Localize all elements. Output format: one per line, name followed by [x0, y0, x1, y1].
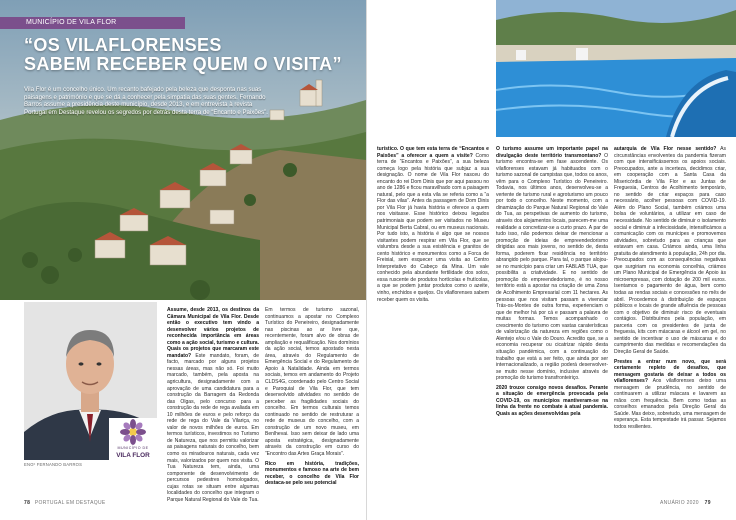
footer-left — [24, 500, 106, 506]
footer-publication: PORTUGAL EM DESTAQUE — [34, 500, 106, 506]
pool-photo — [496, 0, 736, 137]
footer-publication-year: ANUÁRIO 2020 — [660, 500, 699, 506]
logo-small-text: MUNICÍPIO DE — [117, 446, 149, 450]
interview-question: Assume, desde 2013, os destinos da Câmara Municipal de Vila Flor. Desde então o executivo tem vindo a desenvolver vários projetos de reconhecida importância em áreas como a ação social, turismo e cultura. Quais os projetos que marcaram este mandato? — [167, 307, 259, 359]
interview-answer: O turismo encontra-se em fase ascendente. Os vilaflorenses estavam já habituados com o turismo sazonal de campistas que, todos os anos, vêm para o Complexo Turístico do Peneireiro. Todavia, nos últimos anos, desenvolveu-se a vertente de turismo rural e agroturismo um pouco por todo o concelho. Neste momento, com a dinamização do Parque Natural Regional do Vale do Tua, as perspetivas de aumento do turismo, através dos alojamentos locais, parecem-me uma realidade a concretizar-se a curto prazo. A par de tudo isso, não podemos deixar de mencionar a promoção de ideias de empreendedorismo dirigidas aos mais jovens, no sentido de, desta forma, poderem fixar residência no território abrangido pelo parque. Para tal, o parque alojou-se no município para criar um FABLAB TUA, que possibilita a criatividade. E no sentido de promoção do empreendedorismo, é no nosso território está a apostar na criação de uma Zona de Acolhimento Empresarial com 11 hectares. As pessoas que nos visitam passam a vivenciar Trás-os-Montes de outra forma, experienciam o que de melhor há por cá e passam a palavra de muitas formas. Temos acompanhado o crescimento do turismo com vastas caraterísticas de valorização da natureza em regiões como o Alentejo e/ou o Vale do Douro. Acredito que, se a economia recuperar ou cicatrizar rápido desta situação pandémica, com a continuação do trabalho que está a ser feito, que ainda por ser internacionalizado, a região poderá desenvolver-se muito nesse domínio, inclusive através de promoção do turismo transfronteiriço. — [496, 152, 608, 382]
footer-right — [660, 500, 714, 506]
page-title — [24, 36, 364, 74]
interview-question: Prestes a entrar num novo, que será certamente repleto de desafios, que mensagem gostaria de deixar a todos os vilaflorenses? — [614, 358, 726, 385]
vila-flor-logo — [109, 418, 157, 460]
headline-line-1: “OS VILAFLORENSES — [24, 35, 222, 55]
paragraph — [496, 385, 608, 418]
logo-name: VILA FLOR — [116, 452, 150, 459]
paragraph — [265, 461, 359, 487]
interview-question: O turismo assume um importante papel na divulgação deste território transmontano? — [496, 146, 608, 159]
logo-wordmark — [109, 445, 157, 459]
paragraph — [614, 146, 726, 356]
paragraph — [167, 307, 259, 503]
section-tag: MUNICÍPIO DE VILA FLOR — [0, 17, 185, 29]
page-number-left: 78 — [24, 500, 31, 506]
headline-line-2: SABEM RECEBER QUEM O VISITA” — [24, 54, 342, 74]
text-column-3 — [377, 146, 489, 306]
hero-photo-landscape — [0, 0, 366, 300]
interview-answer: Este mandato, foram, de facto, marcado por alguns projetos nessas áreas, mas não só. Foi muito marcado, também, pela aposta na agricultura, designadamente com a aprovação de uma candidatura para a construção da Barragem da Redonda das Olgas, pelo concurso para a construção da rede de rega avaliada em 10 milhões de euros e pelo reforço da rede de rega do Vale da Vilariça, no valor de novos milhões de euros. Em termos turísticos, investimos no Turismo de Natureza, que nos permitiu valorizar as paisagens naturais do concelho, bem como os miradouros naturais, cada vez mais, valorizados por quem nos visita. O Tua Natureza tem, ainda, uma componente de desenvolvimento de percursos pedestres homologados, cujas rotas se situam entre algumas localidades do concelho que integram o Parque Natural Regional do Vale do Tua. — [167, 352, 259, 503]
text-column-4 — [496, 146, 608, 420]
flower-logo-icon — [109, 418, 157, 446]
lead-paragraph: Vila Flor é um concelho único. Um recanto bafejado pela beleza que desponta nas suas paisagens e património e que se dá a conhecer pela simpatia das suas gentes. Fernando Barros assume a presidência deste município, desde 2013, e em entrevista à revista Portugal em Destaque revelou os segredos por detrás desta terra de “Encanto e Paixões”. — [24, 86, 268, 116]
paragraph — [265, 307, 359, 458]
interview-question: Rico em história, tradições, monumentos e famoso na arte de bem receber, o concelho de Vila Flor destaca-se pelo seu potencial — [265, 460, 359, 487]
interview-question: turístico. O que tem esta terra de “Encantos e Paixões” a oferecer a quem a visite? — [377, 146, 489, 159]
interview-answer: As circunstâncias envolventes da pandemia fizeram com que intensificássemos os apoios sociais. Preocupados, ante a incerteza, decidimos criar, em cooperação com a Santa Casa da Misericórdia de Vila Flor e as Juntas de Freguesia, Centros de Acolhimento temporário, no sentido de criar espaços para caso necessário, acolher pessoas com COVID-19. Além do Plano Social, também criámos uma bolsa de voluntários, a utilizar em caso de necessidade. No sentido de diminuir o isolamento social e diminuir a infeciosidade, intensificámos a comunicação com os munícipes e promovemos atividades, sobretudo para as crianças que estavam em casa. Criámos ainda, uma linha gratuita de atendimento à população, 24h por dia. Preocupados com as consequências negativas que surgiriam na economia concelhia, criámos um Plano Municipal de Emergência de Apoio às microempresas, com dotação de 200 mil euros. Isentamos o pagamento de água, bem como todas as rendas sociais e concessões no mês de abril. Procedemos à distribuição de espaços públicos e locais de grande afluência de pessoas com o objetivo de diminuir risco de eventuais contágios. Distribuímos pela população, em parceria com os presidentes de junta de freguesia, kits com máscaras e álcool em gel, no sentido de incentivar o uso de máscaras e do cumprimento das medidas e recomendações da Direção Geral de Saúde. — [614, 146, 727, 355]
text-column-1 — [167, 307, 259, 506]
interview-answer: Como terra de “Encantos e Paixões”, a sua beleza começa logo pela história que subjaz a sua designação. O nome de Vila Flor nasceu do encanto do rei Dom Dinis que por aqui passou no ano de 1286 e ficou maravilhado com a paisagem natural, pelo que a esta vila se referia como a “a Flor das vilas”. Antes da passagem de Dom Dinis por Vila Flor já havia história e oferece a quem nos visitasse. Esse histórico deixou legados patrimoniais que podem ser visitados no Museu Municipal Berta Cabral, ou em museus nacionais. Por tudo isto, a história é algo que se nossos visitantes podem respirar em Vila Flor, que se vislumbra desde a sua existência e granitos de cento histórico e monumentos como a Forca de Freixial, sem esquecer uma visita ao Centro Interpretativo do Cabeço da Mina. Um vale conhecido pela abundante fertilidade dos solos, essa ruscente de produtos hortícolas e frutícolas, a que se podem juntar produtos como o azeite, vinho, enchidos e queijos. Os vilaflorenses sabem receber quem os visita. — [377, 152, 489, 303]
interview-question: autarquia de Vila Flor nesse sentido? — [614, 146, 717, 152]
interview-answer: Aos vilaflorenses deixo uma mensagem de prudência, no sentido de continuarem a utilizar máscara e lavarem as mãos com frequência. Bem como todas as conselhos emanados pela Direção Geral da Saúde. Mas deixo, sobretudo, uma mensagem de esperança. Esta tempestade irá passar. Sejamos todos resilientes. — [614, 378, 727, 430]
photo-caption: ENGº FERNANDO BARROS — [24, 462, 83, 467]
interview-answer: Em termos de turismo sazonal, continuamos a apostar no Complexo Turístico do Peneireiro, designadamente nas piscinas ao ar livre que, recentemente, foram alvo de obras de ampliação e requalificação. Nos domínios da ação social, temos apostado nesta área, através do Regulamento de Emergência Social e do Regulamento de Apoio à Natalidade. Ainda em termos sociais, temos em andamento do Projeto CLDS4G, coordenado pelo Centro Social e Paroquial de Vila Flor, que tem desenvolvido atividades no sentido de perceber as fragilidades sociais do concelho. Em termos culturais temos continuado no sentido de restruturar a rede de museus do concelho, com a construção de um novo museu, em Benlhevai. Isso sem deixar de lado uma aposta estratégica, designadamente através da construção em curso do “Encontro das Artes Graça Morais”. — [265, 307, 359, 458]
page-number-right: 79 — [704, 500, 711, 506]
paragraph — [496, 146, 608, 382]
interview-question: 2020 trouxe consigo novos desafios. Perante a situação de emergência provocada pela COVID-19, os municípios mantiveram-se na linha da frente no combate à atual pandemia. Quais as ações desenvolvidas pela — [496, 384, 608, 417]
paragraph — [377, 146, 489, 303]
page-gutter — [366, 0, 367, 520]
text-column-2 — [265, 307, 359, 490]
pool-illustration — [496, 0, 736, 137]
text-column-5 — [614, 146, 726, 434]
paragraph — [614, 359, 726, 431]
